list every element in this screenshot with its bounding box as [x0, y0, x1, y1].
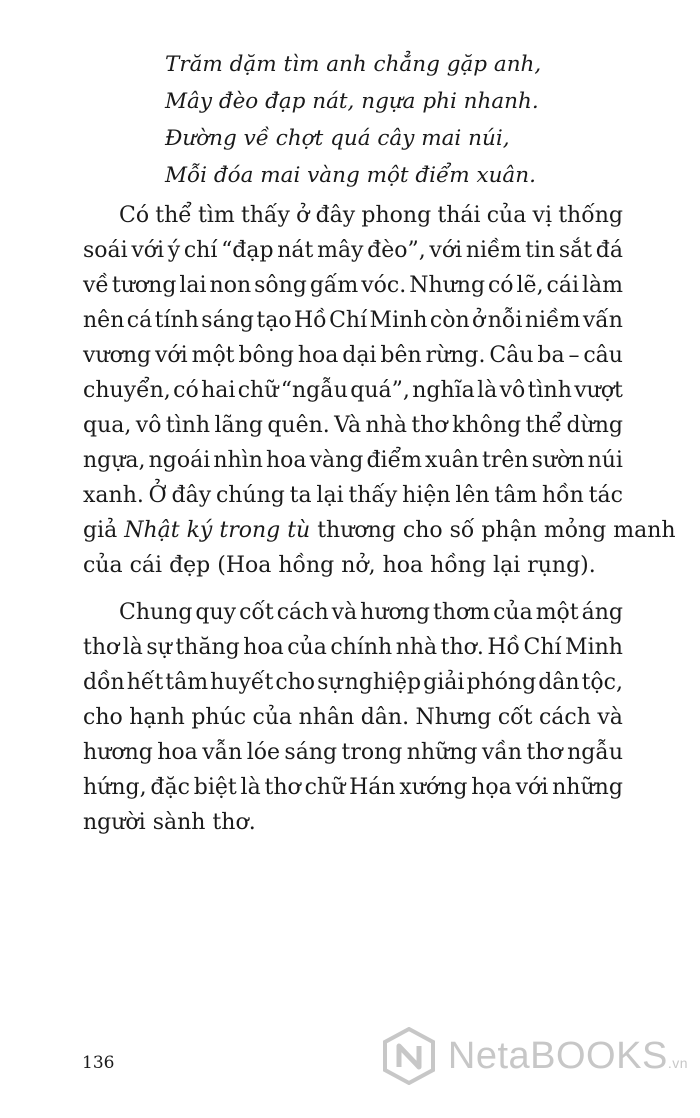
- text-line: [83, 198, 623, 233]
- text-line: người sành thơ.: [83, 810, 256, 835]
- word: non: [209, 273, 252, 298]
- word: sắt: [558, 238, 593, 263]
- word: của: [486, 203, 527, 228]
- word: Minh: [369, 308, 428, 333]
- text-line: [83, 665, 623, 700]
- word: thống: [558, 203, 623, 228]
- word: vần: [481, 740, 523, 765]
- watermark-suffix: .vn: [667, 1054, 688, 1071]
- word: lẽ,: [516, 273, 544, 298]
- word: tính: [154, 308, 199, 333]
- word: xanh.: [83, 483, 144, 508]
- word: giải: [423, 670, 465, 695]
- word: làm: [581, 273, 623, 298]
- word: với: [515, 775, 549, 800]
- word: ngoái: [148, 448, 211, 473]
- word: qua,: [83, 413, 132, 438]
- word: quy: [195, 600, 237, 625]
- paragraph-gap: [83, 583, 623, 595]
- poem-line: Đường về chợt quá cây mai núi,: [165, 126, 510, 151]
- word: hạnh: [129, 705, 185, 730]
- word: “ngẫu: [280, 378, 348, 403]
- word: với: [131, 238, 165, 263]
- word: họa: [471, 775, 512, 800]
- word: đây: [171, 483, 212, 508]
- book-title: Nhật ký trong tù: [124, 518, 311, 543]
- word: vượt: [574, 378, 623, 403]
- word: chí: [183, 238, 218, 263]
- word: “đạp: [221, 238, 274, 263]
- word: điểm: [366, 448, 422, 473]
- word: nhà: [395, 635, 438, 660]
- word: cá: [126, 308, 153, 333]
- word: đây: [315, 203, 356, 228]
- word: lại: [316, 483, 344, 508]
- text-line: [83, 373, 623, 408]
- word: dân.: [360, 705, 410, 730]
- netabooks-logo-icon: [382, 1027, 436, 1085]
- word: nghiệp: [344, 670, 422, 695]
- word: hết: [126, 670, 164, 695]
- word: cốt: [239, 600, 274, 625]
- word: hương: [360, 600, 430, 625]
- word: tương: [111, 273, 177, 298]
- word: thấy: [240, 203, 290, 228]
- word: vẫn: [202, 740, 243, 765]
- word: thể: [155, 203, 192, 228]
- word: không: [452, 413, 522, 438]
- word: vô: [135, 413, 162, 438]
- word: lai: [179, 273, 207, 298]
- word: niềm: [465, 238, 522, 263]
- word: Và: [334, 413, 362, 438]
- text-line: [83, 233, 623, 268]
- word: huyết: [210, 670, 274, 695]
- word: thái: [437, 203, 481, 228]
- word: gấm: [309, 273, 359, 298]
- word: tâm: [165, 670, 209, 695]
- text-line: [83, 513, 676, 548]
- word: với: [429, 238, 463, 263]
- word: biệt: [193, 775, 237, 800]
- word: cách: [538, 705, 591, 730]
- word: sông: [254, 273, 307, 298]
- word: núi: [587, 448, 623, 473]
- word: nghĩa: [412, 378, 475, 403]
- word: một: [535, 600, 579, 625]
- word: tạo: [256, 308, 292, 333]
- text-line: [83, 408, 623, 443]
- word: một: [191, 343, 235, 368]
- text-line: [83, 268, 623, 303]
- word: nhà: [365, 413, 408, 438]
- word: cho: [275, 670, 316, 695]
- word: xuân: [425, 448, 479, 473]
- word: của: [287, 635, 327, 660]
- word: nát: [277, 238, 314, 263]
- word: chữ: [304, 775, 346, 800]
- word: tình: [165, 413, 211, 438]
- word: đá: [595, 238, 623, 263]
- word: ba: [537, 343, 565, 368]
- text-line: [83, 735, 623, 770]
- word: tìm: [198, 203, 235, 228]
- text-line: [83, 443, 623, 478]
- word: sự: [146, 635, 172, 660]
- word: Nhưng: [409, 273, 486, 298]
- word: thơ.: [440, 635, 484, 660]
- watermark: [382, 1026, 688, 1086]
- word: Hồ: [487, 635, 521, 660]
- word: chữ: [237, 378, 279, 403]
- text-line: [83, 630, 623, 665]
- word: hoa: [297, 343, 339, 368]
- word: là: [122, 635, 143, 660]
- watermark-text: [448, 1035, 688, 1078]
- word: thơm: [432, 600, 491, 625]
- body-text: [83, 198, 676, 840]
- poem-line: Trăm dặm tìm anh chẳng gặp anh,: [165, 52, 542, 77]
- word: mây: [317, 238, 364, 263]
- word: rừng.: [425, 343, 486, 368]
- word: là: [240, 775, 261, 800]
- word: còn: [429, 308, 470, 333]
- word: cho: [83, 705, 123, 730]
- word: Hồ: [294, 308, 327, 333]
- poem-line: Mây đèo đạp nát, ngựa phi nhanh.: [165, 89, 539, 114]
- word: có: [173, 378, 199, 403]
- word: thơ: [411, 413, 448, 438]
- word: vóc.: [361, 273, 407, 298]
- word: quên.: [267, 413, 330, 438]
- word: tâm: [494, 483, 538, 508]
- word: trong: [341, 740, 403, 765]
- word: ta: [289, 483, 312, 508]
- word: vấn: [582, 308, 623, 333]
- word: thấy: [348, 483, 398, 508]
- watermark-brand: NetaBOOKS: [447, 1034, 668, 1077]
- word: vàng: [309, 448, 364, 473]
- word: câu: [583, 343, 623, 368]
- word: Chí: [329, 308, 368, 333]
- word: vô: [499, 378, 526, 403]
- word: phúc: [191, 705, 247, 730]
- text-line: [83, 700, 623, 735]
- text-line: [83, 303, 623, 338]
- text-line: [83, 478, 623, 513]
- word: –: [568, 343, 580, 368]
- word: bên: [380, 343, 422, 368]
- poem: [165, 46, 585, 194]
- word: chuyển,: [83, 378, 171, 403]
- word: ngựa,: [83, 448, 146, 473]
- word: của: [493, 600, 533, 625]
- word: đèo”,: [367, 238, 426, 263]
- paragraph-2: [83, 595, 623, 840]
- word: Có: [119, 203, 150, 228]
- word: thăng: [175, 635, 240, 660]
- word: Chí: [523, 635, 562, 660]
- word: tộc,: [581, 670, 623, 695]
- word: ở: [296, 203, 310, 228]
- word: là: [477, 378, 498, 403]
- word: sự: [317, 670, 343, 695]
- word: cái: [546, 273, 580, 298]
- word: với: [154, 343, 188, 368]
- word: thể: [525, 413, 563, 438]
- word: nỗi: [487, 308, 523, 333]
- word: cốt: [497, 705, 533, 730]
- word: sườn: [531, 448, 585, 473]
- word: dồn: [83, 670, 125, 695]
- word: và: [331, 600, 358, 625]
- word: tin: [525, 238, 556, 263]
- word: có: [487, 273, 514, 298]
- text-line: của cái đẹp (Hoa hồng nở, hoa hồng lại rụng).: [83, 553, 596, 578]
- word: sáng: [201, 308, 254, 333]
- poem-line: Mỗi đóa mai vàng một điểm xuân.: [165, 163, 536, 188]
- word: về: [83, 273, 109, 298]
- word: cách: [276, 600, 329, 625]
- word: tình: [527, 378, 572, 403]
- word: những: [552, 775, 623, 800]
- word: tác: [588, 483, 623, 508]
- word: Minh: [565, 635, 623, 660]
- word: nhân: [298, 705, 355, 730]
- word: vương: [83, 343, 152, 368]
- word: thơ: [264, 775, 301, 800]
- word: nên: [83, 308, 125, 333]
- word: Chung: [119, 600, 193, 625]
- word: phong: [361, 203, 432, 228]
- text-line: [83, 338, 623, 373]
- word: dừng: [566, 413, 623, 438]
- word: của: [252, 705, 293, 730]
- text-line: [83, 770, 623, 805]
- word: trên: [482, 448, 529, 473]
- word: sáng: [284, 740, 338, 765]
- word: nhìn: [213, 448, 263, 473]
- word: niềm: [524, 308, 581, 333]
- word: quá”,: [350, 378, 410, 403]
- word: thơ: [526, 740, 563, 765]
- word: hứng,: [83, 775, 147, 800]
- word: chúng: [215, 483, 285, 508]
- text-fragment: giả: [83, 518, 125, 543]
- word: chính: [330, 635, 393, 660]
- page-number: 136: [82, 1053, 115, 1073]
- word: xướng: [399, 775, 468, 800]
- word: bông: [238, 343, 294, 368]
- paragraph-1: [83, 198, 676, 583]
- word: hoa: [265, 448, 307, 473]
- word: đặc: [150, 775, 190, 800]
- text-line: [83, 595, 623, 630]
- word: dân: [538, 670, 580, 695]
- word: lên: [455, 483, 490, 508]
- word: hoa: [157, 740, 198, 765]
- word: Hán: [349, 775, 396, 800]
- word: lãng: [214, 413, 263, 438]
- word: những: [406, 740, 478, 765]
- word: hoa: [243, 635, 284, 660]
- word: thơ: [83, 635, 120, 660]
- word: ở: [472, 308, 486, 333]
- word: Ở: [148, 483, 167, 508]
- word: ý: [167, 238, 181, 263]
- word: lóe: [246, 740, 280, 765]
- word: hương: [83, 740, 153, 765]
- word: Nhưng: [415, 705, 492, 730]
- word: phóng: [466, 670, 537, 695]
- word: soái: [83, 238, 128, 263]
- word: hai: [201, 378, 236, 403]
- word: vị: [532, 203, 553, 228]
- word: hồn: [542, 483, 584, 508]
- text-fragment: thương cho số phận mỏng manh: [310, 518, 676, 543]
- word: hiện: [402, 483, 451, 508]
- word: ngẫu: [567, 740, 623, 765]
- word: dại: [342, 343, 377, 368]
- word: áng: [581, 600, 623, 625]
- word: và: [597, 705, 623, 730]
- word: Câu: [489, 343, 534, 368]
